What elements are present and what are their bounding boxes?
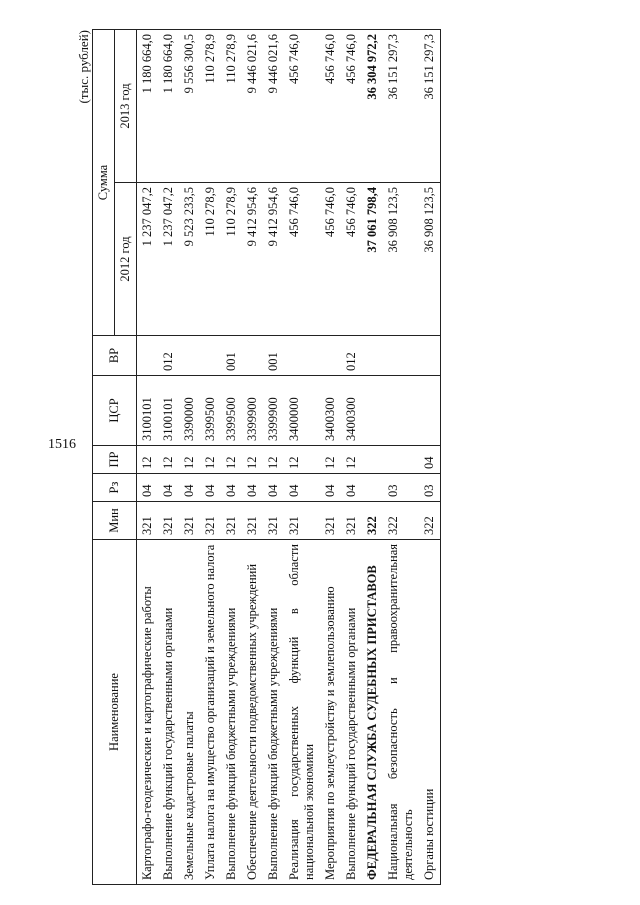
table-cell-min: 321 <box>284 502 320 540</box>
table-row <box>383 30 419 885</box>
table-cell-min: 322 <box>362 502 383 540</box>
table-cell-vr: 012 <box>158 336 179 376</box>
table-cell-csr: 3400000 <box>284 376 320 446</box>
table-cell-2013: 36 151 297,3 <box>419 30 441 183</box>
table-cell-vr: 001 <box>263 336 284 376</box>
header-2012: 2012 год <box>115 183 137 336</box>
table-cell-2012: 456 746,0 <box>320 183 341 336</box>
table-cell-rz: 03 <box>419 474 441 502</box>
table-cell-csr: 3399500 <box>200 376 221 446</box>
table-cell-2012: 9 523 233,5 <box>179 183 200 336</box>
table-cell-rz: 03 <box>383 474 419 502</box>
table-cell-csr: 3400300 <box>341 376 362 446</box>
table-cell-name: Реализация государственных функций в области национальной экономики <box>284 540 320 885</box>
table-cell-csr: 3399500 <box>221 376 242 446</box>
table-row <box>221 30 242 885</box>
table-cell-csr: 3399900 <box>263 376 284 446</box>
table-cell-vr <box>284 336 320 376</box>
table-cell-rz: 04 <box>320 474 341 502</box>
table-cell-csr: 3400300 <box>320 376 341 446</box>
table-cell-min: 321 <box>137 502 159 540</box>
table-cell-pr: 12 <box>341 446 362 474</box>
table-cell-pr: 12 <box>137 446 159 474</box>
table-cell-csr <box>362 376 383 446</box>
table-body <box>137 30 441 885</box>
table-cell-pr <box>362 446 383 474</box>
table-cell-2013: 1 180 664,0 <box>158 30 179 183</box>
table-cell-rz: 04 <box>137 474 159 502</box>
table-cell-name: Выполнение функций государственными органами <box>158 540 179 885</box>
table-cell-rz: 04 <box>242 474 263 502</box>
table-cell-name: Земельные кадастровые палаты <box>179 540 200 885</box>
header-rz: Рз <box>93 474 137 502</box>
table-row <box>284 30 320 885</box>
table-cell-csr <box>419 376 441 446</box>
table-row <box>158 30 179 885</box>
header-sum: Сумма <box>93 30 115 336</box>
table-cell-2013: 9 446 021,6 <box>263 30 284 183</box>
table-cell-name: Национальная безопасность и правоохранительная деятельность <box>383 540 419 885</box>
table-cell-name: Выполнение функций бюджетными учреждениями <box>263 540 284 885</box>
table-row <box>200 30 221 885</box>
table-cell-vr <box>179 336 200 376</box>
table-cell-pr: 12 <box>320 446 341 474</box>
table-cell-rz <box>362 474 383 502</box>
table-cell-2012: 1 237 047,2 <box>137 183 159 336</box>
header-name: Наименование <box>93 540 137 885</box>
table-cell-rz: 04 <box>200 474 221 502</box>
table-cell-vr <box>383 336 419 376</box>
table-cell-min: 321 <box>221 502 242 540</box>
table-row <box>263 30 284 885</box>
table-cell-2012: 37 061 798,4 <box>362 183 383 336</box>
table-cell-name: Выполнение функций бюджетными учреждениями <box>221 540 242 885</box>
table-cell-pr: 12 <box>284 446 320 474</box>
table-cell-min: 321 <box>200 502 221 540</box>
table-cell-2012: 9 412 954,6 <box>242 183 263 336</box>
table-cell-2012: 110 278,9 <box>221 183 242 336</box>
table-cell-min: 321 <box>263 502 284 540</box>
table-cell-vr <box>362 336 383 376</box>
table-cell-vr: 012 <box>341 336 362 376</box>
table-row <box>341 30 362 885</box>
table-cell-pr: 12 <box>158 446 179 474</box>
table-cell-2013: 456 746,0 <box>341 30 362 183</box>
table-cell-2013: 36 304 972,2 <box>362 30 383 183</box>
table-cell-name: Мероприятия по землеустройству и землепользованию <box>320 540 341 885</box>
table-cell-2012: 36 908 123,5 <box>419 183 441 336</box>
table-cell-vr <box>242 336 263 376</box>
table-cell-csr: 3390000 <box>179 376 200 446</box>
table-cell-2013: 456 746,0 <box>320 30 341 183</box>
table-cell-pr: 12 <box>200 446 221 474</box>
table-cell-vr <box>320 336 341 376</box>
table-cell-min: 322 <box>419 502 441 540</box>
table-cell-min: 321 <box>341 502 362 540</box>
table-cell-pr: 04 <box>419 446 441 474</box>
table-cell-rz: 04 <box>284 474 320 502</box>
table-row <box>179 30 200 885</box>
table-cell-2012: 9 412 954,6 <box>263 183 284 336</box>
table-cell-rz: 04 <box>221 474 242 502</box>
table-row <box>362 30 383 885</box>
table-cell-vr <box>200 336 221 376</box>
table-cell-2012: 110 278,9 <box>200 183 221 336</box>
table-cell-rz: 04 <box>263 474 284 502</box>
table-cell-min: 321 <box>320 502 341 540</box>
table-cell-name: Выполнение функций государственными органами <box>341 540 362 885</box>
table-cell-name: Обеспечение деятельности подведомственных учреждений <box>242 540 263 885</box>
table-cell-min: 321 <box>179 502 200 540</box>
table-row <box>137 30 159 885</box>
table-cell-2013: 9 446 021,6 <box>242 30 263 183</box>
table-cell-2013: 36 151 297,3 <box>383 30 419 183</box>
table-cell-name: Уплата налога на имущество организаций и земельного налога <box>200 540 221 885</box>
rotated-page <box>76 30 600 885</box>
table-cell-2013: 110 278,9 <box>221 30 242 183</box>
table-cell-pr: 12 <box>263 446 284 474</box>
table-cell-pr: 12 <box>179 446 200 474</box>
table-cell-2013: 110 278,9 <box>200 30 221 183</box>
table-cell-2013: 456 746,0 <box>284 30 320 183</box>
header-min: Мин <box>93 502 137 540</box>
table-cell-pr <box>383 446 419 474</box>
table-cell-csr: 3100101 <box>137 376 159 446</box>
table-cell-vr <box>419 336 441 376</box>
table-cell-name: ФЕДЕРАЛЬНАЯ СЛУЖБА СУДЕБНЫХ ПРИСТАВОВ <box>362 540 383 885</box>
unit-note: (тыс. рублей) <box>76 30 91 104</box>
table-cell-2012: 1 237 047,2 <box>158 183 179 336</box>
table-cell-pr: 12 <box>242 446 263 474</box>
table-cell-pr: 12 <box>221 446 242 474</box>
table-cell-csr: 3399900 <box>242 376 263 446</box>
table-cell-min: 321 <box>158 502 179 540</box>
table-cell-2012: 456 746,0 <box>341 183 362 336</box>
table-cell-rz: 04 <box>341 474 362 502</box>
table-cell-name: Картографо-геодезические и картографические работы <box>137 540 159 885</box>
table-cell-2012: 36 908 123,5 <box>383 183 419 336</box>
table-row <box>320 30 341 885</box>
budget-table <box>92 29 441 885</box>
table-row <box>419 30 441 885</box>
header-vr: ВР <box>93 336 137 376</box>
table-cell-name: Органы юстиции <box>419 540 441 885</box>
header-pr: ПР <box>93 446 137 474</box>
table-cell-2013: 9 556 300,5 <box>179 30 200 183</box>
table-cell-vr <box>137 336 159 376</box>
table-cell-rz: 04 <box>179 474 200 502</box>
page-number: 1516 <box>48 437 76 452</box>
table-cell-csr: 3100101 <box>158 376 179 446</box>
table-cell-2013: 1 180 664,0 <box>137 30 159 183</box>
table-cell-rz: 04 <box>158 474 179 502</box>
header-2013: 2013 год <box>115 30 137 183</box>
header-csr: ЦСР <box>93 376 137 446</box>
table-cell-2012: 456 746,0 <box>284 183 320 336</box>
table-cell-vr: 001 <box>221 336 242 376</box>
table-cell-csr <box>383 376 419 446</box>
table-cell-min: 321 <box>242 502 263 540</box>
table-row <box>242 30 263 885</box>
table-cell-min: 322 <box>383 502 419 540</box>
